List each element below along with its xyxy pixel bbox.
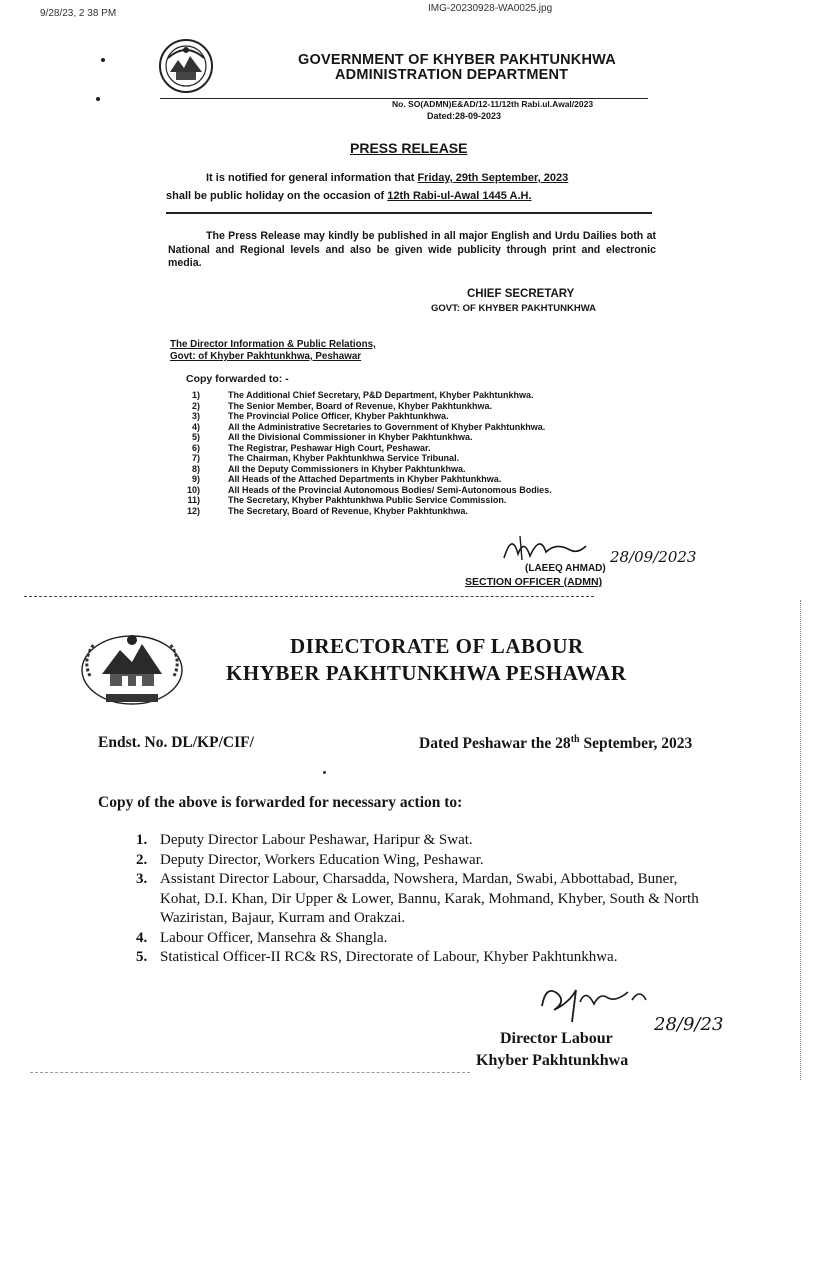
copy-list xyxy=(170,390,552,516)
gov-line1: GOVERNMENT OF KHYBER PAKHTUNKHWA xyxy=(298,52,616,68)
publication-paragraph: The Press Release may kindly be published in all major English and Urdu Dailies both at National and Regional levels and also be given wide publicity through print and electronic media. xyxy=(168,230,656,269)
copy-forwarded-label: Copy forwarded to: - xyxy=(186,373,289,385)
list-item: 11) The Secretary, Khyber Pakhtunkhwa Public Service Commission. xyxy=(187,495,507,505)
director-org: Khyber Pakhtunkhwa xyxy=(476,1052,629,1069)
forward-text: Copy of the above is forwarded for necessary action to: xyxy=(98,794,463,811)
list-item: 6) The Registrar, Peshawar High Court, Peshawar. xyxy=(191,442,431,453)
list-item: 5) All the Divisional Commissioner in Khyber Pakhtunkhwa. xyxy=(191,432,473,442)
list-item: 1. Deputy Director Labour Peshawar, Haripur & Swat. xyxy=(136,832,473,848)
endorsement-date-prefix: Dated Peshawar the 28 xyxy=(419,735,571,753)
holiday-date: Friday, 29th September, 2023 xyxy=(417,172,569,184)
endorsement-date xyxy=(419,734,692,753)
document-divider xyxy=(24,596,594,597)
holiday-occasion-text: shall be public holiday on the occasion of xyxy=(166,190,388,202)
list-item: 9) All Heads of the Attached Departments in Khyber Pakhtunkhwa. xyxy=(191,474,502,484)
list-item: 10) All Heads of the Provincial Autonomous Bodies/ Semi-Autonomous Bodies. xyxy=(186,484,552,495)
signatory-org: GOVT: OF KHYBER PAKHTUNKHWA xyxy=(431,303,597,314)
list-item: 12) The Secretary, Board of Revenue, Khyber Pakhtunkhwa. xyxy=(186,505,468,516)
paragraph-rule xyxy=(166,212,652,214)
list-item: 4) All the Administrative Secretaries to Government of Khyber Pakhtunkhwa. xyxy=(191,421,546,432)
list-item: 8) All the Deputy Commissioners in Khyber Pakhtunkhwa. xyxy=(191,463,466,474)
kp-government-seal-icon xyxy=(158,38,214,94)
endorsement-date-suffix: September, 2023 xyxy=(579,735,693,753)
officer-signature-icon xyxy=(500,528,590,564)
directorate-line1: DIRECTORATE OF LABOUR xyxy=(290,634,584,658)
list-item: 3. Assistant Director Labour, Charsadda, Nowshera, Mardan, Swabi, Abbottabad, Buner, Kohat, D.I. Khan, Dir Upper & Lower, Bannu, Karak, Mohmand, Khyber, South & North Waziristan, Bajaur, Kurram and Orakzai. xyxy=(136,871,699,926)
list-item: 1) The Additional Chief Secretary, P&D Department, Khyber Pakhtunkhwa. xyxy=(191,390,534,400)
officer-name: (LAEEQ AHMAD) xyxy=(525,563,606,574)
officer-sign-date: 28/09/2023 xyxy=(610,548,697,566)
issue-date: Dated:28-09-2023 xyxy=(427,111,502,121)
director-title: Director Labour xyxy=(500,1030,613,1047)
holiday-occasion: 12th Rabi-ul-Awal 1445 A.H. xyxy=(387,190,532,202)
bottom-scan-line xyxy=(30,1072,470,1073)
capture-filename: IMG-20230928-WA0025.jpg xyxy=(428,3,553,14)
director-sign-date: 28/9/23 xyxy=(654,1014,724,1035)
labour-directorate-emblem-icon xyxy=(76,630,188,710)
holiday-line1 xyxy=(206,172,568,184)
addressee-line2: Govt: of Khyber Pakhtunkhwa, Peshawar xyxy=(170,351,362,362)
capture-timestamp: 9/28/23, 2 38 PM xyxy=(40,8,117,19)
endorsement-date-sup: th xyxy=(570,734,580,745)
reference-number: No. SO(ADMN)E&AD/12-11/12th Rabi.ul.Awal/2023 xyxy=(392,99,594,109)
list-item: 5. Statistical Officer-II RC& RS, Directorate of Labour, Khyber Pakhtunkhwa. xyxy=(136,949,618,965)
gov-line2: ADMINISTRATION DEPARTMENT xyxy=(335,67,569,83)
speck xyxy=(101,58,105,62)
holiday-text: It is notified for general information that xyxy=(206,172,418,184)
speck xyxy=(96,97,100,101)
list-item: 7) The Chairman, Khyber Pakhtunkhwa Service Tribunal. xyxy=(191,453,460,463)
speck xyxy=(323,771,326,774)
list-item: 2. Deputy Director, Workers Education Wing, Peshawar. xyxy=(136,851,484,868)
endorsement-number: Endst. No. DL/KP/CIF/ xyxy=(98,734,254,751)
directorate-line2: KHYBER PAKHTUNKHWA PESHAWAR xyxy=(226,661,627,685)
scan-edge xyxy=(800,600,803,1080)
list-item: 2) The Senior Member, Board of Revenue, Khyber Pakhtunkhwa. xyxy=(191,400,493,411)
signatory-title: CHIEF SECRETARY xyxy=(467,288,575,300)
recipient-list xyxy=(136,831,705,968)
list-item: 3) The Provincial Police Officer, Khyber Pakhtunkhwa. xyxy=(191,411,449,421)
officer-title: SECTION OFFICER (ADMN) xyxy=(465,576,603,588)
addressee-line1: The Director Information & Public Relations, xyxy=(170,339,376,350)
press-release-heading: PRESS RELEASE xyxy=(350,140,468,156)
list-item: 4. Labour Officer, Mansehra & Shangla. xyxy=(136,929,388,946)
holiday-line2 xyxy=(166,190,532,202)
